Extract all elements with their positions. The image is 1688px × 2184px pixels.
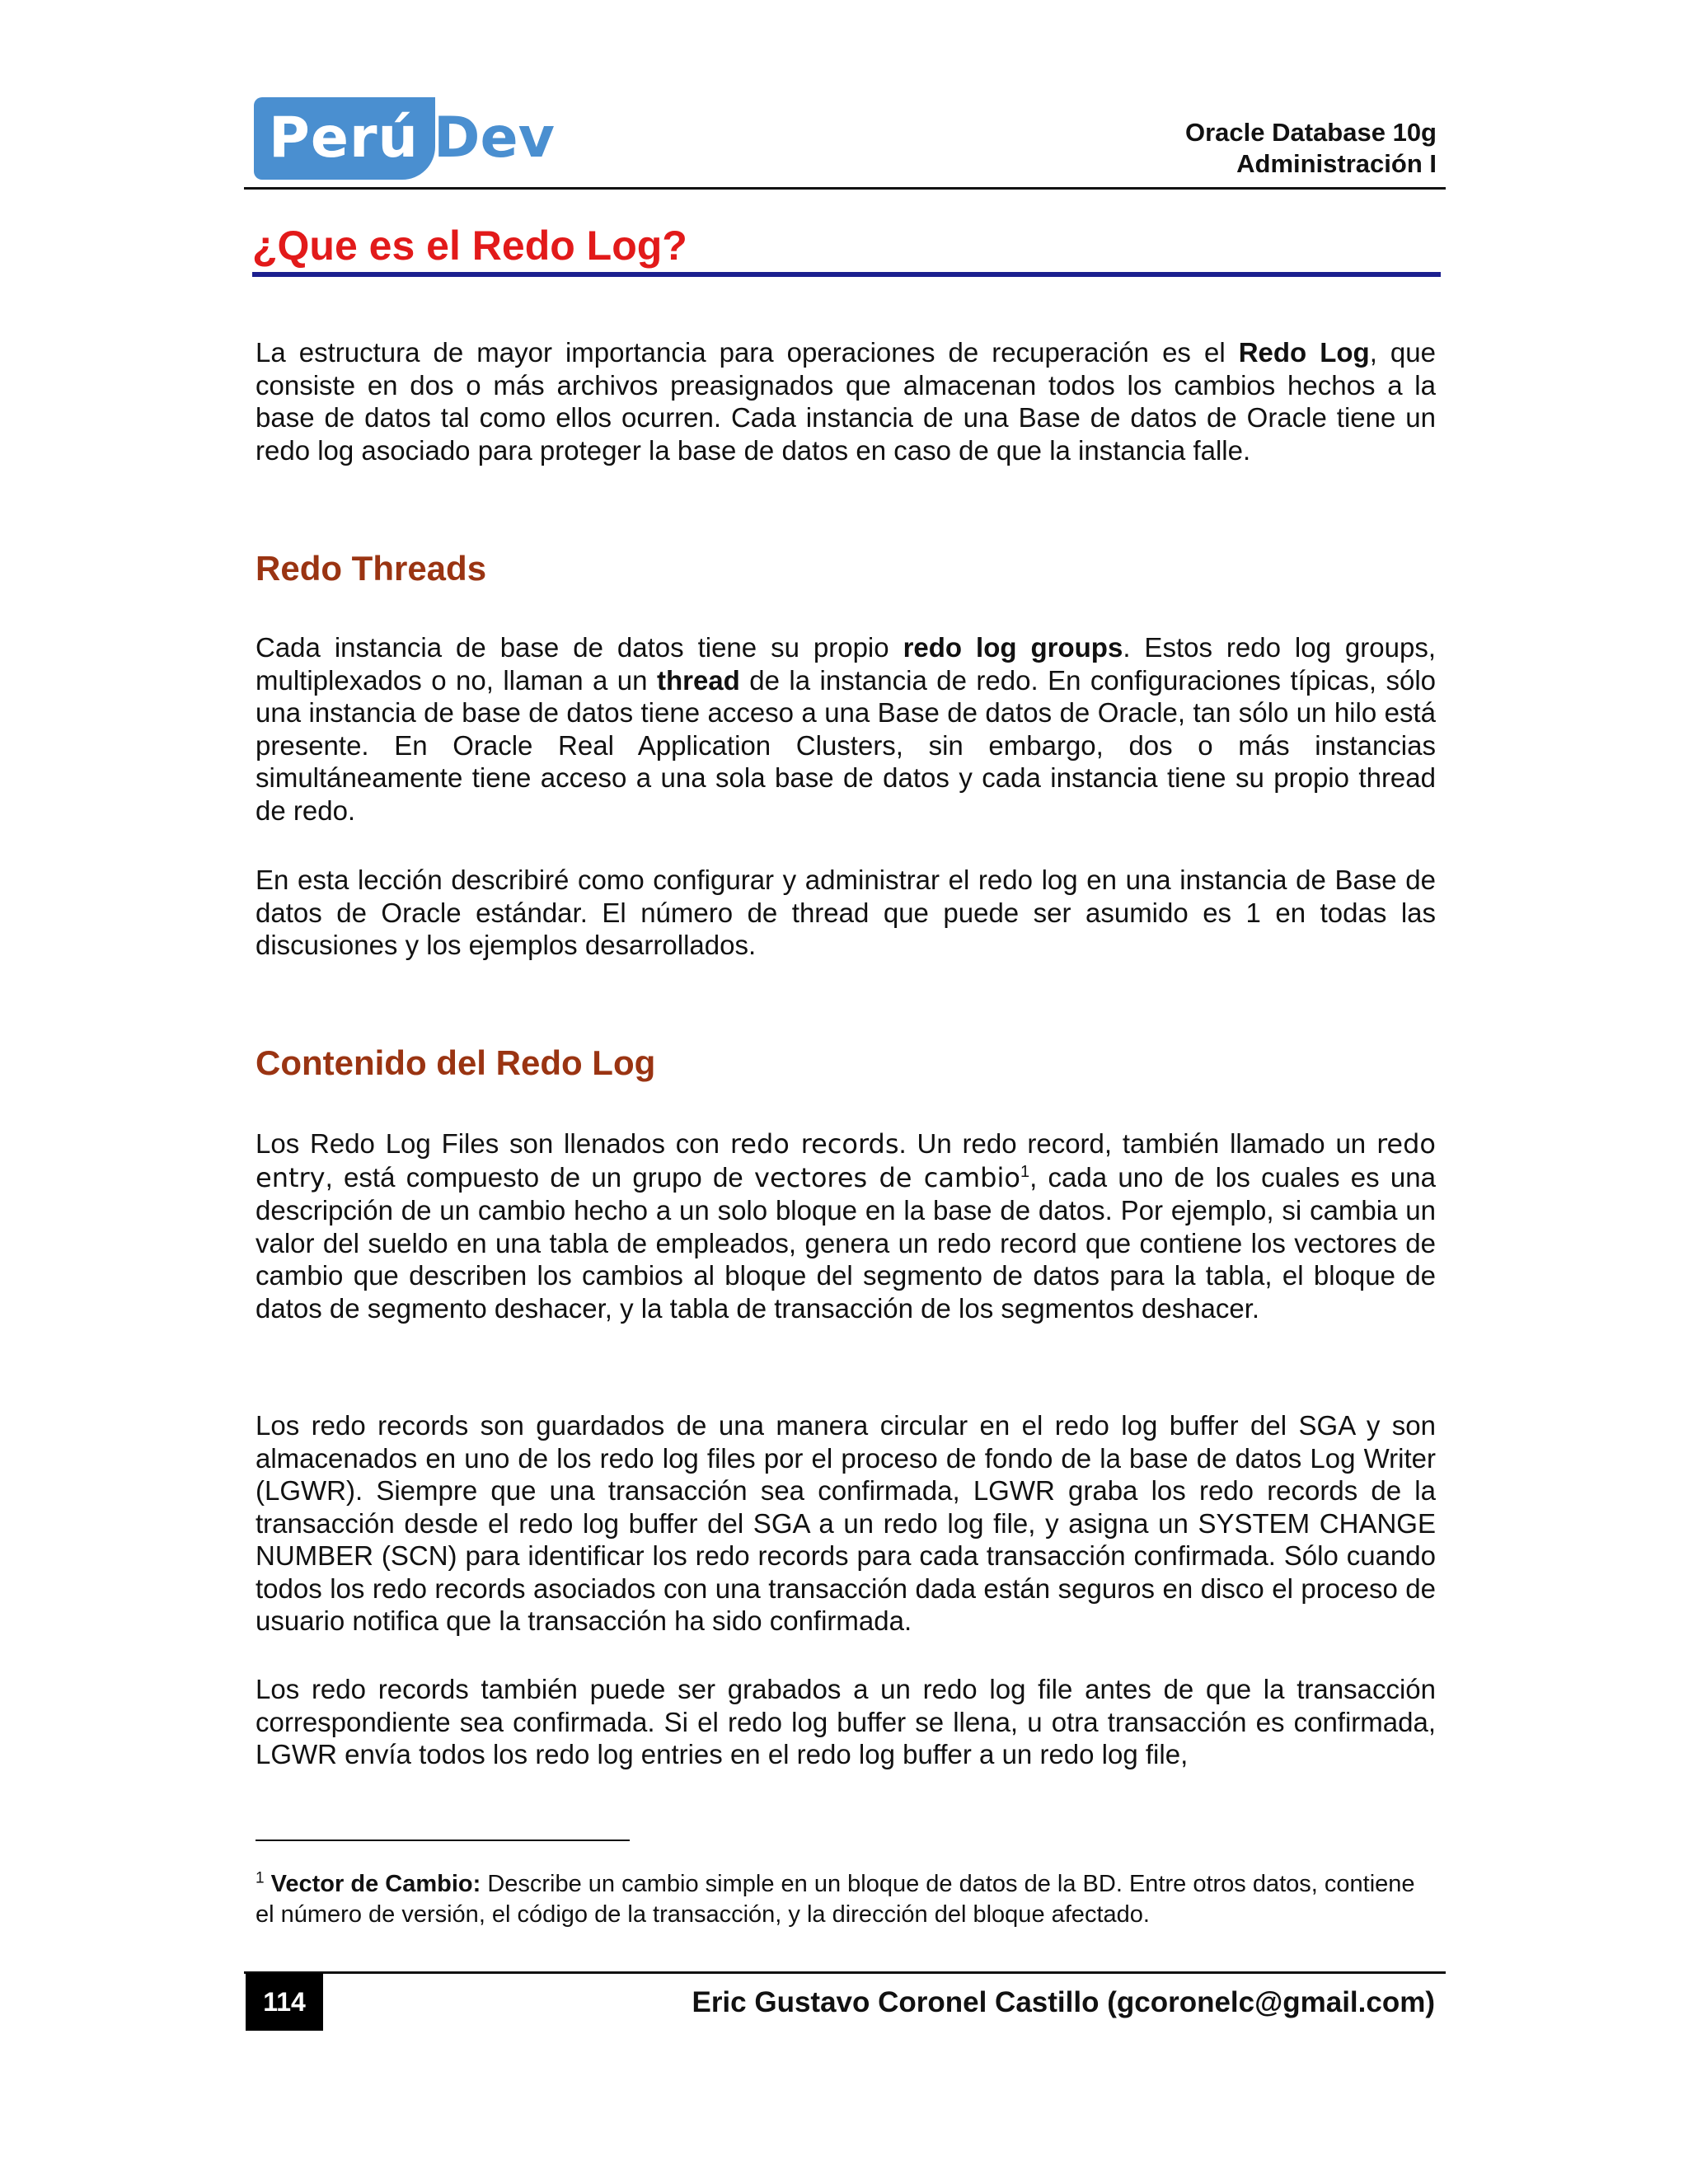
handwritten-term: vectores de cambio <box>754 1161 1020 1193</box>
title-underline <box>252 272 1441 277</box>
contenido-paragraph-1 <box>256 1127 1436 1324</box>
bold-term: redo log groups <box>903 632 1123 663</box>
header-course-info <box>1185 117 1437 180</box>
text-run: , cada uno de los cuales es una descripción de un cambio hecho a un solo bloque en la base de datos. Por ejemplo, si cambia un valor del sueldo en una tabla de empleados, genera un redo record que contiene los vectores de cambio que describen los cambios al bloque del segmento de datos para la tabla, el bloque de datos de segmento deshacer, y la tabla de transacción de los segmentos deshacer. <box>256 1161 1436 1324</box>
text-run: , está compuesto de un grupo de <box>325 1161 755 1193</box>
footnote-divider <box>256 1840 630 1841</box>
bold-term: thread <box>656 664 740 696</box>
footnote-reference: 1 <box>1020 1162 1030 1181</box>
text-run: . Un redo record, también llamado un <box>898 1128 1376 1159</box>
header-divider <box>244 187 1446 190</box>
logo-dev-text: Dev <box>434 105 555 171</box>
page-number: 114 <box>246 1973 323 2031</box>
section-heading-redo-threads: Redo Threads <box>256 549 487 588</box>
contenido-paragraph-2: Los redo records son guardados de una manera circular en el redo log buffer del SGA y son almacenados en uno de los redo log files por el proceso de fondo de la base de datos Log Writer (LGWR). Siempre que una transacción sea confirmada, LGWR graba los redo records de la transacción desde el redo log buffer del SGA a un redo log file, y asigna un SYSTEM CHANGE NUMBER (SCN) para identificar los redo records para cada transacción confirmada. Sólo cuando todos los redo records asociados con una transacción dada están seguros en disco el proceso de usuario notifica que la transacción ha sido confirmada. <box>256 1410 1436 1636</box>
footer-author: Eric Gustavo Coronel Castillo (gcoronelc@gmail.com) <box>692 1986 1435 2018</box>
bold-term: Redo Log <box>1238 337 1370 368</box>
handwritten-term: redo records <box>729 1128 899 1160</box>
intro-paragraph <box>256 336 1436 466</box>
redo-threads-paragraph-1 <box>256 631 1436 827</box>
redo-threads-paragraph-2: En esta lección describiré como configurar y administrar el redo log en una instancia de Base de datos de Oracle estándar. El número de thread que puede ser asumido es 1 en todas las discusiones y los ejemplos desarrollados. <box>256 865 1436 960</box>
text-run: . Estos redo log groups, multiplexados o no, llaman a un <box>256 632 1436 696</box>
footnote-text: Describe un cambio simple en un bloque de datos de la BD. Entre otros datos, contiene el número de versión, el código de la transacción, y la dirección del bloque afectado. <box>256 1871 1415 1928</box>
page-title: ¿Que es el Redo Log? <box>252 223 687 269</box>
footnote <box>256 1869 1436 1930</box>
footnote-number: 1 <box>256 1869 265 1887</box>
footer-divider <box>244 1971 1446 1974</box>
handwritten-term: redo entry <box>256 1128 1436 1193</box>
text-run: La estructura de mayor importancia para operaciones de recuperación es el <box>256 337 1239 368</box>
section-heading-contenido: Contenido del Redo Log <box>256 1043 656 1082</box>
course-title: Oracle Database 10g <box>1184 118 1437 147</box>
text-run: de la instancia de redo. En configuraciones típicas, sólo una instancia de base de datos tiene acceso a una Base de datos de Oracle, tan sólo un hilo está presente. En Oracle Real Application Clusters, sin embargo, dos o más instancias simultáneamente tiene acceso a una sola base de datos y cada instancia tiene su propio thread de redo. <box>256 664 1437 826</box>
text-run: Cada instancia de base de datos tiene su propio <box>256 632 903 663</box>
course-subtitle: Administración I <box>1236 149 1437 178</box>
contenido-paragraph-3: Los redo records también puede ser grabados a un redo log file antes de que la transacción correspondiente sea confirmada. Si el redo log buffer se llena, u otra transacción es confirmada, LGWR envía todos los redo log entries en el redo log buffer a un redo log file, <box>256 1674 1436 1769</box>
footnote-term: Vector de Cambio: <box>270 1871 481 1897</box>
logo-peru-text: Perú <box>254 97 435 180</box>
text-run: , que consiste en dos o más archivos preasignados que almacenan todos los cambios hechos a la base de datos tal como ellos ocurren. Cada instancia de una Base de datos de Oracle tiene un redo log asociado para proteger la base de datos en caso de que la instancia falle. <box>256 337 1436 466</box>
peru-dev-logo <box>254 97 555 180</box>
text-run: Los Redo Log Files son llenados con <box>256 1128 730 1159</box>
